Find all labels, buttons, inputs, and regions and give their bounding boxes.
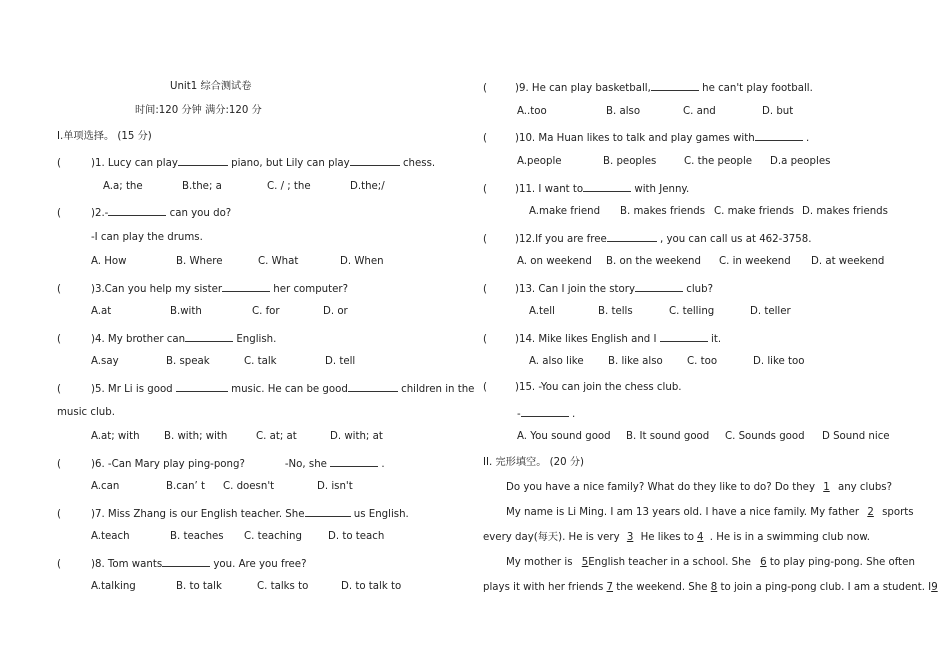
answer-blank[interactable] — [583, 181, 631, 192]
question-10: ( )10. Ma Huan likes to talk and play games with . — [483, 130, 809, 145]
exam-meta: 时间:120 分钟 满分:120 分 — [135, 105, 262, 116]
q13-option-d: D. teller — [750, 306, 791, 317]
question-1: ( )1. Lucy can play piano, but Lily can play chess. — [57, 155, 435, 170]
q8-option-a: A.talking — [91, 581, 136, 592]
question-6: ( )6. -Can Mary play ping-pong? -No, she . — [57, 456, 385, 471]
q10-option-c: C. the people — [684, 156, 753, 167]
cloze-blank-7[interactable]: 7 — [606, 582, 614, 593]
q7-option-a: A.teach — [91, 531, 130, 542]
question-8: ( )8. Tom wants you. Are you free? — [57, 556, 306, 571]
q3-option-d: D. or — [323, 306, 348, 317]
cloze-blank-4[interactable]: 4 — [697, 532, 704, 543]
answer-blank[interactable] — [108, 205, 166, 216]
q3-option-a: A.at — [91, 306, 112, 317]
q10-option-b: B. peoples — [603, 156, 657, 167]
q1-option-b: B.the; a — [182, 181, 222, 192]
q15-option-c: C. Sounds good — [725, 431, 805, 442]
answer-blank[interactable] — [176, 381, 228, 392]
q13-option-c: C. telling — [669, 306, 715, 317]
answer-blank[interactable] — [660, 331, 708, 342]
q4-option-d: D. tell — [325, 356, 356, 367]
cloze-paragraph-line-3: every day(每天). He is very 3 He likes to 4 . He is in a swimming club now. — [483, 532, 871, 543]
answer-blank[interactable] — [305, 506, 351, 517]
cloze-paragraph-line-5: plays it with her friends 7 the weekend. She 8 to join a ping-pong club. I am a student. I9 — [483, 582, 938, 593]
cloze-paragraph-line-1: Do you have a nice family? What do they like to do? Do they 1 any clubs? — [506, 482, 893, 493]
q4-option-b: B. speak — [166, 356, 210, 367]
q4-option-a: A.say — [91, 356, 119, 367]
q6-option-a: A.can — [91, 481, 120, 492]
q9-option-d: D. but — [762, 106, 794, 117]
q15-option-b: B. It sound good — [626, 431, 710, 442]
q15-option-a: A. You sound good — [517, 431, 611, 442]
q11-option-b: B. makes friends — [620, 206, 706, 217]
answer-blank[interactable] — [350, 155, 400, 166]
question-9: ( )9. He can play basketball, he can't play football. — [483, 80, 813, 95]
answer-blank[interactable] — [185, 331, 233, 342]
question-5-continued: music club. — [57, 407, 115, 418]
q2-option-b: B. Where — [176, 256, 223, 267]
q12-option-c: C. in weekend — [719, 256, 791, 267]
answer-blank[interactable] — [607, 231, 657, 242]
section-2-heading: II. 完形填空。 (20 分) — [483, 457, 584, 468]
answer-blank[interactable] — [330, 456, 378, 467]
q8-option-b: B. to talk — [176, 581, 222, 592]
answer-blank[interactable] — [178, 155, 228, 166]
question-15-reply: - . — [517, 406, 575, 421]
q14-option-d: D. like too — [753, 356, 805, 367]
q6-option-d: D. isn't — [317, 481, 353, 492]
question-3: ( )3.Can you help my sister her computer? — [57, 281, 348, 296]
answer-blank[interactable] — [162, 556, 210, 567]
cloze-blank-1[interactable]: 1 — [823, 482, 830, 493]
question-7: ( )7. Miss Zhang is our English teacher. She us English. — [57, 506, 409, 521]
question-5: ( )5. Mr Li is good music. He can be good children in the — [57, 381, 474, 396]
q2-option-c: C. What — [258, 256, 299, 267]
q14-option-b: B. like also — [608, 356, 663, 367]
q12-option-d: D. at weekend — [811, 256, 885, 267]
q1-option-d: D.the;/ — [350, 181, 385, 192]
q11-option-d: D. makes friends — [802, 206, 888, 217]
q12-option-a: A. on weekend — [517, 256, 592, 267]
question-15: ( )15. -You can join the chess club. — [483, 382, 682, 393]
cloze-blank-6[interactable]: 6 — [760, 557, 767, 568]
q15-option-d: D Sound nice — [822, 431, 890, 442]
question-14: ( )14. Mike likes English and I it. — [483, 331, 721, 346]
q1-option-a: A.a; the — [103, 181, 143, 192]
question-11: ( )11. I want to with Jenny. — [483, 181, 689, 196]
cloze-paragraph-line-4: My mother is 5English teacher in a school. She 6 to play ping-pong. She often — [506, 557, 915, 568]
q10-option-a: A.people — [517, 156, 562, 167]
question-12: ( )12.If you are free , you can call us at 462-3758. — [483, 231, 811, 246]
cloze-blank-9[interactable]: 9 — [931, 582, 938, 593]
q12-option-b: B. on the weekend — [606, 256, 701, 267]
exam-title: Unit1 综合测试卷 — [170, 81, 252, 92]
answer-blank[interactable] — [521, 406, 569, 417]
q10-option-d: D.a peoples — [770, 156, 831, 167]
q14-option-c: C. too — [687, 356, 718, 367]
answer-blank[interactable] — [635, 281, 683, 292]
q9-option-a: A..too — [517, 106, 547, 117]
q9-option-b: B. also — [606, 106, 641, 117]
q5-option-d: D. with; at — [330, 431, 383, 442]
q1-option-c: C. / ; the — [267, 181, 311, 192]
q13-option-b: B. tells — [598, 306, 633, 317]
answer-blank[interactable] — [755, 130, 803, 141]
q5-option-a: A.at; with — [91, 431, 140, 442]
q7-option-d: D. to teach — [328, 531, 385, 542]
question-4: ( )4. My brother can English. — [57, 331, 276, 346]
question-2-reply: -I can play the drums. — [91, 232, 203, 243]
cloze-blank-5[interactable]: 5 — [581, 557, 589, 568]
q5-option-b: B. with; with — [164, 431, 228, 442]
cloze-blank-3[interactable]: 3 — [626, 532, 634, 543]
q11-option-c: C. make friends — [714, 206, 794, 217]
q7-option-c: C. teaching — [244, 531, 302, 542]
q2-option-a: A. How — [91, 256, 127, 267]
answer-blank[interactable] — [222, 281, 270, 292]
q6-option-b: B.can’ t — [166, 481, 205, 492]
q2-option-d: D. When — [340, 256, 384, 267]
q9-option-c: C. and — [683, 106, 716, 117]
q8-option-d: D. to talk to — [341, 581, 402, 592]
q5-option-c: C. at; at — [256, 431, 297, 442]
q11-option-a: A.make friend — [529, 206, 601, 217]
q3-option-c: C. for — [252, 306, 280, 317]
question-13: ( )13. Can I join the story club? — [483, 281, 713, 296]
q3-option-b: B.with — [170, 306, 202, 317]
q8-option-c: C. talks to — [257, 581, 309, 592]
q7-option-b: B. teaches — [170, 531, 224, 542]
section-1-heading: I.单项选择。 (15 分) — [57, 131, 152, 142]
q6-option-c: C. doesn't — [223, 481, 275, 492]
answer-blank[interactable] — [651, 80, 699, 91]
question-2: ( )2.- can you do? — [57, 205, 231, 220]
q14-option-a: A. also like — [529, 356, 584, 367]
q13-option-a: A.tell — [529, 306, 555, 317]
cloze-blank-2[interactable]: 2 — [867, 507, 874, 518]
answer-blank[interactable] — [348, 381, 398, 392]
q4-option-c: C. talk — [244, 356, 277, 367]
cloze-blank-8[interactable]: 8 — [710, 582, 718, 593]
cloze-paragraph-line-2: My name is Li Ming. I am 13 years old. I have a nice family. My father 2 sports — [506, 507, 914, 518]
